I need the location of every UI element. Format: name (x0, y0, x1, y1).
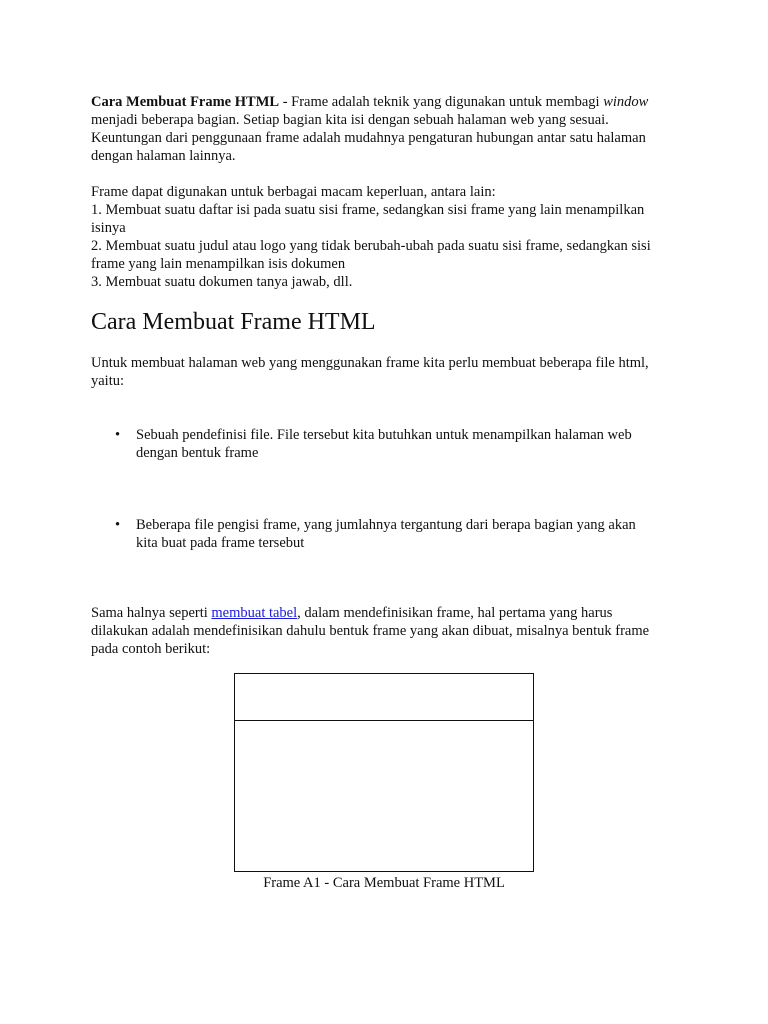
bullet-icon: • (115, 427, 121, 443)
bullet-icon: • (115, 517, 121, 533)
intro-paragraph (91, 93, 681, 165)
bullet-line-2: dengan bentuk frame (136, 445, 259, 461)
section-para-line-1: Untuk membuat halaman web yang menggunakan frame kita perlu membuat beberapa file html, (91, 355, 649, 371)
frame-divider-line (235, 720, 533, 721)
bullet-line-2: kita buat pada frame tersebut (136, 535, 305, 551)
frame-diagram (234, 673, 534, 872)
uses-item-1-line-2: isinya (91, 220, 126, 236)
closing-line-3: pada contoh berikut: (91, 641, 211, 657)
uses-item-2-line-2: frame yang lain menampilkan isis dokumen (91, 256, 346, 272)
closing-paragraph (91, 604, 681, 658)
closing-text-before-link: Sama halnya seperti (91, 605, 212, 621)
uses-lead: Frame dapat digunakan untuk berbagai macam keperluan, antara lain: (91, 184, 496, 200)
intro-text: - Frame adalah teknik yang digunakan untuk membagi (279, 94, 604, 110)
intro-line-3: Keuntungan dari penggunaan frame adalah mudahnya pengaturan hubungan antar satu halaman (91, 130, 646, 146)
bullet-line-1: Sebuah pendefinisi file. File tersebut kita butuhkan untuk menampilkan halaman web (136, 427, 632, 443)
list-item (115, 426, 675, 462)
intro-bold-title: Cara Membuat Frame HTML (91, 94, 280, 110)
intro-italic-word: window (603, 94, 649, 110)
section-paragraph (91, 354, 681, 390)
section-heading: Cara Membuat Frame HTML (91, 309, 376, 335)
closing-line-1 (91, 604, 681, 622)
section-para-line-2: yaitu: (91, 373, 125, 389)
uses-item-1-line-1: 1. Membuat suatu daftar isi pada suatu sisi frame, sedangkan sisi frame yang lain menampilkan (91, 202, 645, 218)
uses-item-2-line-1: 2. Membuat suatu judul atau logo yang tidak berubah-ubah pada suatu sisi frame, sedangkan sisi (91, 238, 651, 254)
closing-text-after-link: , dalam mendefinisikan frame, hal pertama yang harus (297, 605, 613, 621)
figure-caption: Frame A1 - Cara Membuat Frame HTML (263, 875, 505, 891)
closing-line-2: dilakukan adalah mendefinisikan dahulu bentuk frame yang akan dibuat, misalnya bentuk frame (91, 623, 650, 639)
intro-line-2: menjadi beberapa bagian. Setiap bagian kita isi dengan sebuah halaman web yang sesuai. (91, 112, 609, 128)
uses-item-3: 3. Membuat suatu dokumen tanya jawab, dll. (91, 274, 353, 290)
uses-paragraph (91, 183, 681, 291)
list-item (115, 516, 675, 552)
bullet-line-1: Beberapa file pengisi frame, yang jumlahnya tergantung dari berapa bagian yang akan (136, 517, 636, 533)
intro-line-1 (91, 93, 681, 111)
membuat-tabel-link[interactable]: membuat tabel (211, 605, 298, 621)
intro-line-4: dengan halaman lainnya. (91, 148, 236, 164)
